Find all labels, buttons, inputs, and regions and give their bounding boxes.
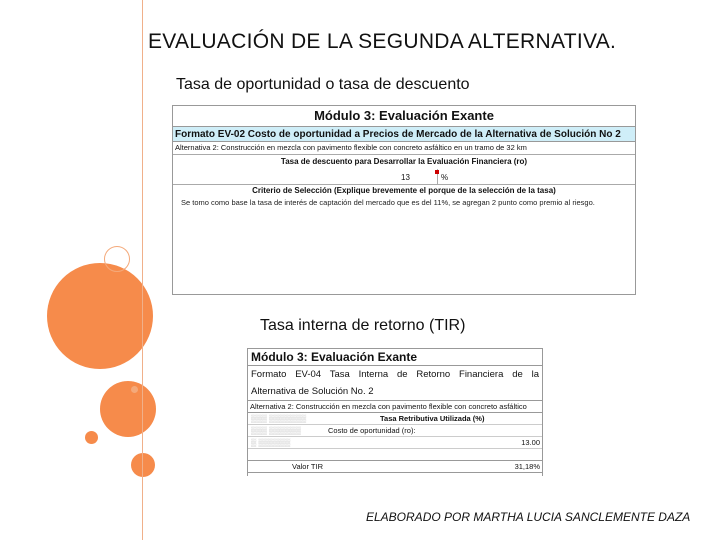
subtitle-discount-rate: Tasa de oportunidad o tasa de descuento xyxy=(176,76,470,93)
faded-cell-text: ▒▒▒ ▒▒▒▒▒▒ xyxy=(251,426,301,435)
form-ev04-format-line1: Formato EV-04 Tasa Interna de Retorno Financiera de la xyxy=(251,369,539,380)
decorative-circle-medium xyxy=(100,381,156,437)
form-ev04-opportunity-cost-value: 13.00 xyxy=(521,438,540,447)
subtitle-tir: Tasa interna de retorno (TIR) xyxy=(260,317,466,334)
form-ev04-tir-value: 31,18% xyxy=(514,462,540,471)
form-ev04-opportunity-cost-value-row xyxy=(248,437,542,449)
comment-marker-icon xyxy=(435,170,439,174)
decorative-circle-tiny xyxy=(131,386,138,393)
form-ev02-criteria-text: Se tomo como base la tasa de interés de captación del mercado que es del 11%, se agregan 2 punto como premio al riesgo. xyxy=(181,198,595,207)
form-ev04-module-title: Módulo 3: Evaluación Exante xyxy=(248,348,542,366)
faded-cell-text: ▒ ▒▒▒▒▒▒ xyxy=(251,438,291,447)
decorative-circle-large xyxy=(47,263,153,369)
form-ev02-format-title: Formato EV-02 Costo de oportunidad a Precios de Mercado de la Alternativa de Solución No 2 xyxy=(173,126,635,142)
form-ev02-alternative: Alternativa 2: Construcción en mezcla con pavimento flexible con concreto asfáltico en un tramo de 32 km xyxy=(173,142,635,155)
decorative-circle-small xyxy=(131,453,155,477)
form-ev02-criteria-label: Criterio de Selección (Explique brevemente el porque de la selección de la tasa) xyxy=(252,186,556,195)
faded-cell-text: ▒▒▒ ▒▒▒▒▒▒▒ xyxy=(251,414,307,423)
form-ev04-format-line2: Alternativa de Solución No. 2 xyxy=(251,386,374,397)
form-ev04-rate-used-label: Tasa Retributiva Utilizada (%) xyxy=(380,414,485,423)
form-ev02-discount-label: Tasa de descuento para Desarrollar la Evaluación Financiera (ro) xyxy=(280,157,528,166)
form-ev04-format-title xyxy=(248,366,542,401)
form-ev02-discount-value: 13 xyxy=(401,173,410,182)
slide-title: EVALUACIÓN DE LA SEGUNDA ALTERNATIVA. xyxy=(148,30,617,53)
form-ev04-opportunity-cost-label: Costo de oportunidad (ro): xyxy=(328,426,416,435)
form-ev02-table xyxy=(172,105,636,295)
form-ev02-discount-row xyxy=(173,169,635,185)
form-ev04-alternative: Alternativa 2: Construcción en mezcla con pavimento flexible con concreto asfáltico xyxy=(248,401,542,413)
form-ev04-rate-used-row xyxy=(248,413,542,425)
decorative-circle-ring xyxy=(104,246,130,272)
decorative-vertical-line xyxy=(142,0,143,540)
form-ev04-table xyxy=(247,348,543,476)
form-ev02-module-title: Módulo 3: Evaluación Exante xyxy=(314,108,494,123)
form-ev04-tir-label: Valor TIR xyxy=(292,462,323,471)
author-footer: ELABORADO POR MARTHA LUCIA SANCLEMENTE DAZA xyxy=(366,510,691,524)
form-ev02-discount-unit: % xyxy=(441,173,449,182)
form-ev04-tir-row xyxy=(248,461,542,473)
form-ev04-empty-row xyxy=(248,449,542,461)
form-ev04-opportunity-cost-row xyxy=(248,425,542,437)
decorative-circle-xsmall xyxy=(85,431,98,444)
